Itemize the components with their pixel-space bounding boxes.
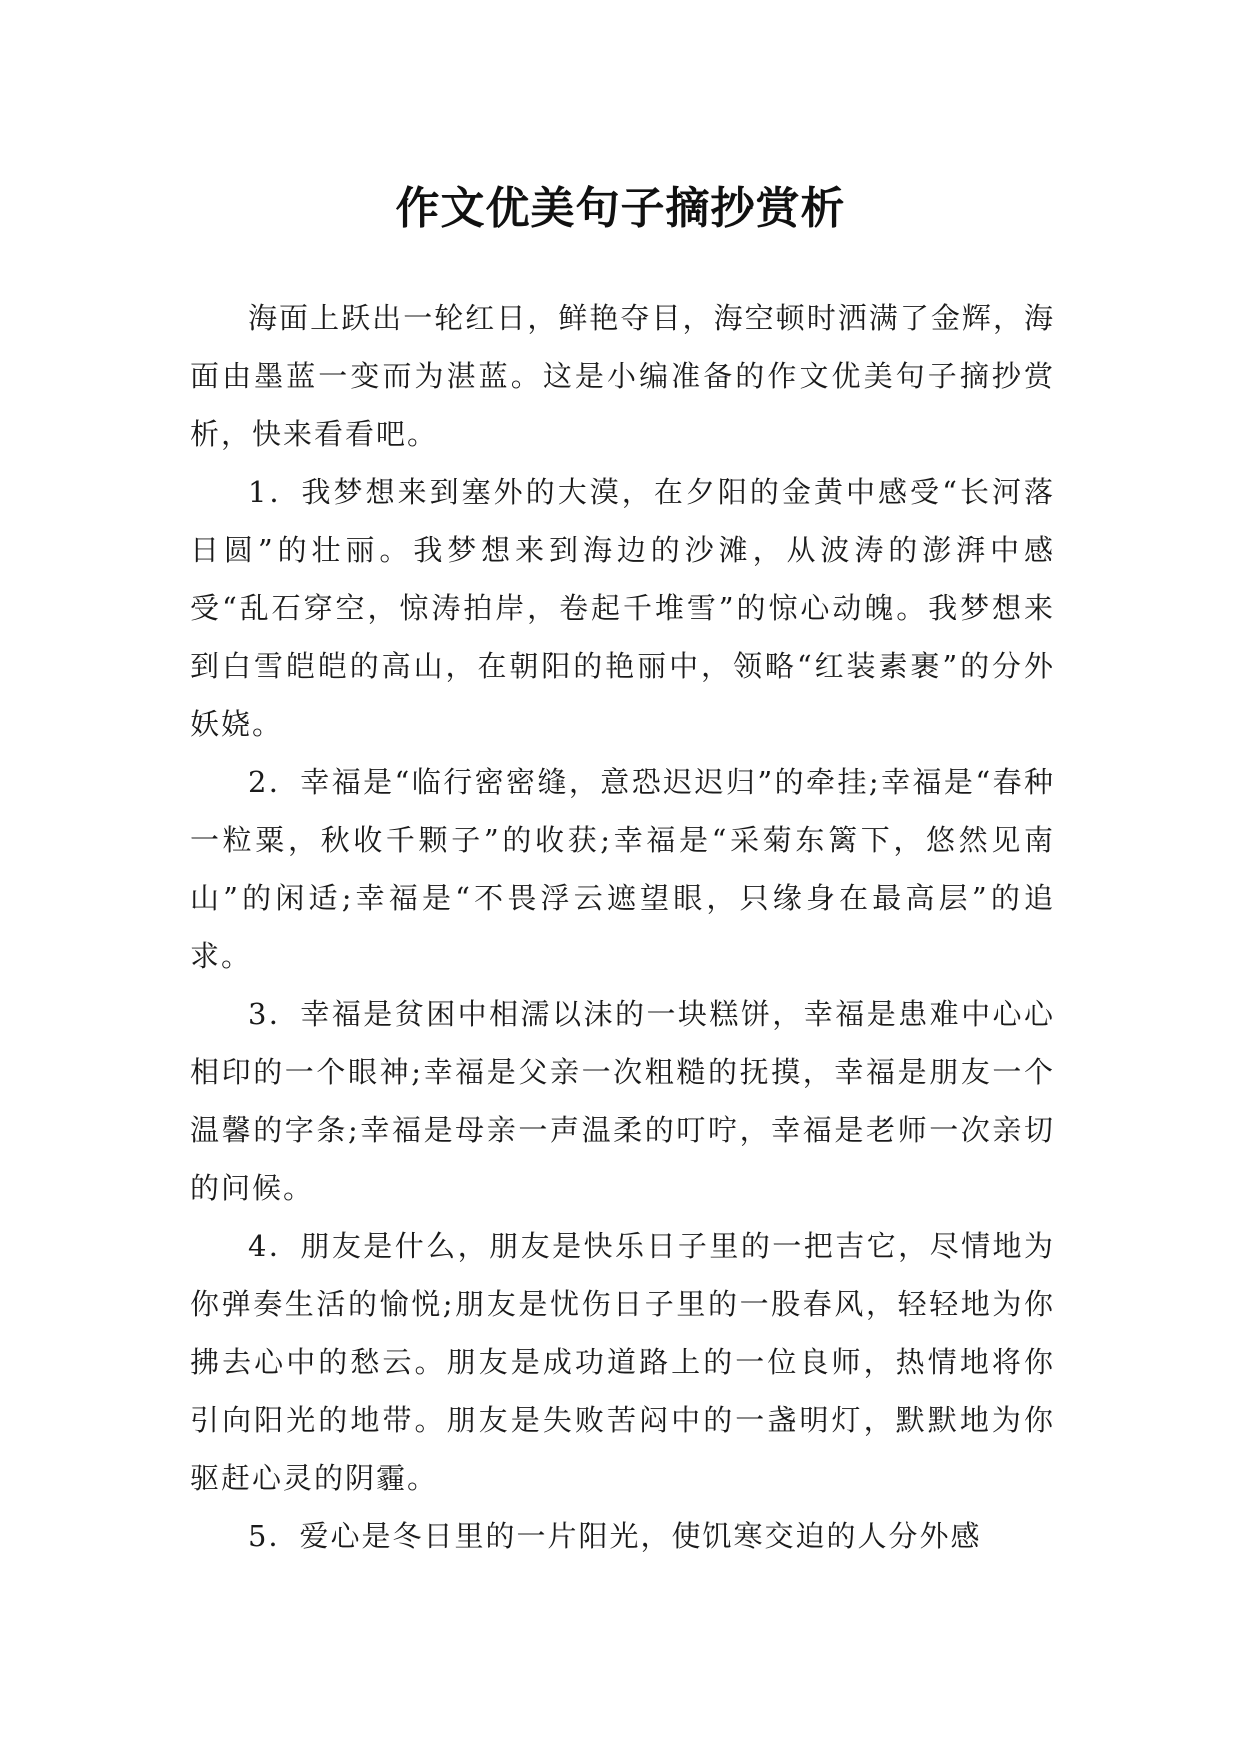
paragraph-3: 3．幸福是贫困中相濡以沫的一块糕饼，幸福是患难中心心相印的一个眼神;幸福是父亲一次粗糙的抚摸，幸福是朋友一个温馨的字条;幸福是母亲一声温柔的叮咛，幸福是老师一次亲切的问候。 (190, 997, 1055, 1205)
paragraph-1: 1．我梦想来到塞外的大漠，在夕阳的金黄中感受“长河落日圆”的壮丽。我梦想来到海边的沙滩，从波涛的澎湃中感受“乱石穿空，惊涛拍岸，卷起千堆雪”的惊心动魄。我梦想来到白雪皑皑的高山，在朝阳的艳丽中，领略“红装素裹”的分外妖娆。 (190, 475, 1055, 741)
paragraph-2: 2．幸福是“临行密密缝，意恐迟迟归”的牵挂;幸福是“春种一粒粟，秋收千颗子”的收获;幸福是“采菊东篱下，悠然见南山”的闲适;幸福是“不畏浮云遮望眼，只缘身在最高层”的追求。 (190, 765, 1055, 973)
paragraph-4: 4．朋友是什么，朋友是快乐日子里的一把吉它，尽情地为你弹奏生活的愉悦;朋友是忧伤日子里的一股春风，轻轻地为你拂去心中的愁云。朋友是成功道路上的一位良师，热情地将你引向阳光的地带。朋友是失败苦闷中的一盏明灯，默默地为你驱赶心灵的阴霾。 (190, 1229, 1055, 1495)
document-title: 作文优美句子摘抄赏析 (395, 183, 846, 235)
intro-paragraph: 海面上跃出一轮红日，鲜艳夺目，海空顿时洒满了金辉，海面由墨蓝一变而为湛蓝。这是小编准备的作文优美句子摘抄赏析，快来看看吧。 (190, 301, 1055, 451)
document-body (190, 289, 1055, 1565)
paragraph-5: 5．爱心是冬日里的一片阳光，使饥寒交迫的人分外感 (248, 1519, 982, 1553)
